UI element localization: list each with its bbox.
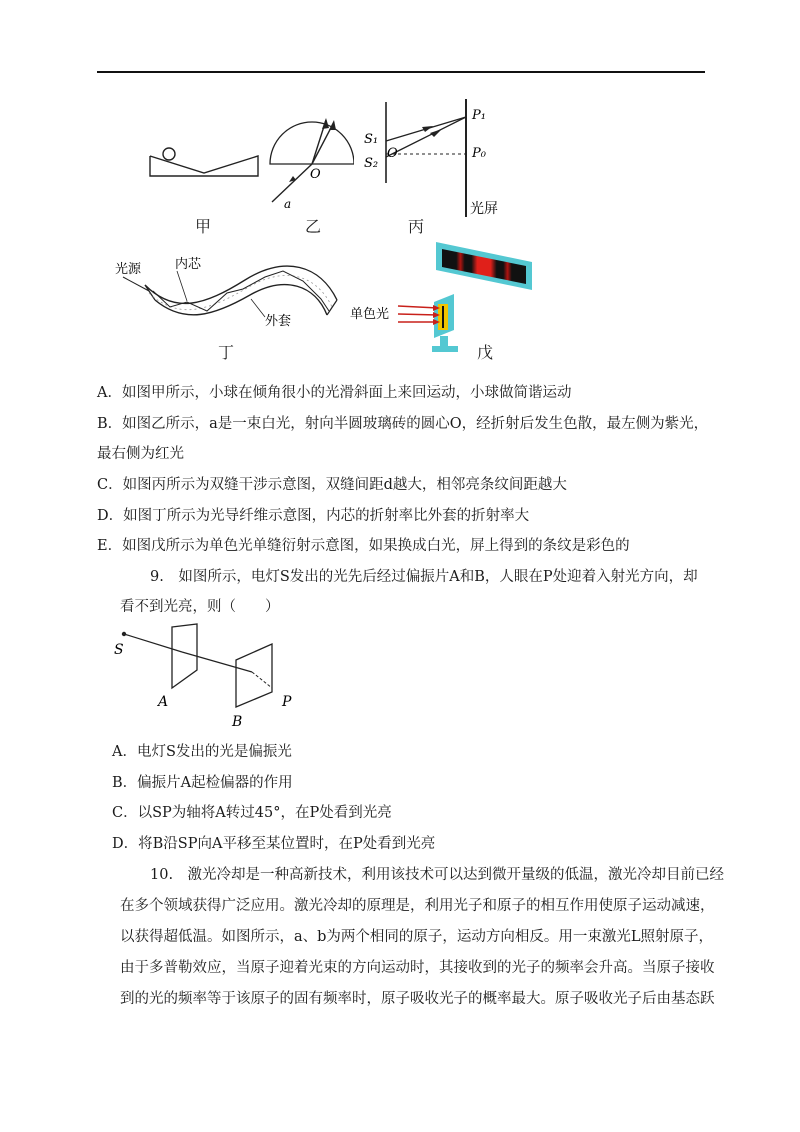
core-label: 内芯	[175, 257, 202, 272]
figure-bing-label: 丙	[408, 217, 425, 236]
figure-ding	[115, 255, 355, 335]
s2-label: S₂	[364, 156, 379, 171]
p1-label: P₁	[472, 108, 486, 123]
o-label: O	[387, 146, 398, 161]
ray-a-label: a	[284, 197, 292, 210]
figure-wu-label: 戊	[477, 343, 494, 362]
figure-ding-label: 丁	[218, 343, 235, 362]
q8-option-b: B．如图乙所示，a是一束白光，射向半圆玻璃砖的圆心O，经折射后发生色散，最左侧为紫光，	[97, 416, 709, 432]
q10-line5: 到的光的频率等于该原子的固有频率时，原子吸收光子的概率最大。原子吸收光子后由基态跃	[120, 991, 715, 1007]
figure-q9	[112, 622, 302, 734]
q10-line4: 由于多普勒效应，当原子迎着光束的方向运动时，其接收到的光子的频率会升高。当原子接收	[120, 960, 715, 976]
q9-option-a: A．电灯S发出的光是偏振光	[112, 744, 292, 760]
screen-label: 光屏	[470, 201, 498, 217]
q8-option-e: E．如图戊所示为单色光单缝衍射示意图，如果换成白光，屏上得到的条纹是彩色的	[97, 538, 630, 554]
q8-option-d: D．如图丁所示为光导纤维示意图，内芯的折射率比外套的折射率大	[97, 508, 530, 524]
figure-yi	[262, 110, 354, 210]
q9-s-label: S	[114, 642, 124, 658]
q10-line3: 以获得超低温。如图所示，a、b为两个相同的原子，运动方向相反。用一束激光L照射原子，	[120, 929, 714, 945]
q10-line1: 10. 激光冷却是一种高新技术，利用该技术可以达到微开量级的低温，激光冷却目前已经	[150, 867, 725, 883]
q9-option-b: B．偏振片A起检偏器的作用	[112, 775, 293, 791]
p0-label: P₀	[472, 146, 486, 161]
q8-option-a: A．如图甲所示，小球在倾角很小的光滑斜面上来回运动，小球做简谐运动	[97, 385, 572, 401]
q8-option-b-cont: 最右侧为红光	[97, 446, 184, 462]
cladding-label: 外套	[265, 314, 292, 329]
q9-p-label: P	[282, 694, 292, 710]
figure-yi-label: 乙	[305, 217, 322, 236]
header-rule	[97, 71, 705, 73]
q9-stem-line2: 看不到光亮，则（ ）	[120, 599, 280, 615]
point-o-label: O	[310, 167, 321, 182]
q9-option-c: C．以SP为轴将A转过45°，在P处看到光亮	[112, 805, 392, 821]
s1-label: S₁	[364, 132, 379, 147]
q9-option-d: D．将B沿SP向A平移至某位置时，在P处看到光亮	[112, 836, 436, 852]
figure-wu	[348, 240, 538, 360]
figure-jia	[148, 140, 260, 180]
source-label: 光源	[115, 262, 142, 277]
q8-option-c: C．如图丙所示为双缝干涉示意图，双缝间距d越大，相邻亮条纹间距越大	[97, 477, 567, 493]
q10-line2: 在多个领域获得广泛应用。激光冷却的原理是，利用光子和原子的相互作用使原子运动减速，	[120, 898, 715, 914]
mono-light-label: 单色光	[350, 307, 390, 322]
q9-b-label: B	[232, 714, 243, 730]
q9-stem-line1: 9. 如图所示，电灯S发出的光先后经过偏振片A和B，人眼在P处迎着入射光方向，却	[150, 569, 698, 585]
q9-a-label: A	[158, 694, 169, 710]
figure-bing	[360, 97, 510, 222]
figure-jia-label: 甲	[195, 217, 212, 236]
